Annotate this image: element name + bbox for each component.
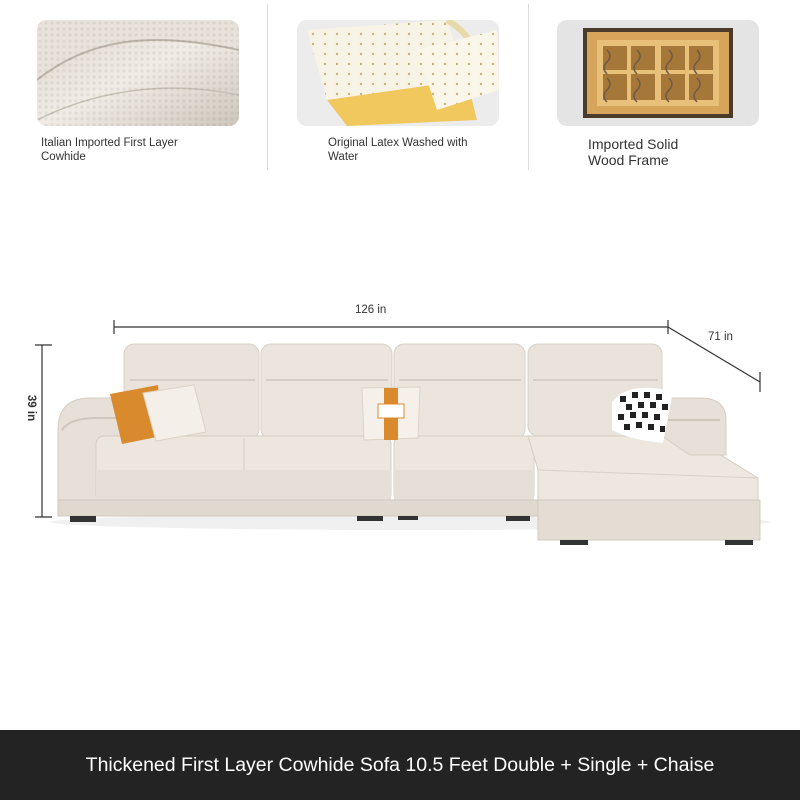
feature-caption: Imported Solid Wood Frame <box>588 136 679 168</box>
width-dimension-line <box>114 320 668 334</box>
height-dimension-line <box>35 345 52 517</box>
width-label: 126 in <box>355 304 387 316</box>
depth-label: 71 in <box>708 331 733 343</box>
height-label: 39 in <box>25 394 38 422</box>
footer-title: Thickened First Layer Cowhide Sofa 10.5 Feet Double + Single + Chaise <box>85 753 715 776</box>
feature-caption: Italian Imported First Layer Cowhide <box>41 137 178 163</box>
sofa <box>50 344 770 545</box>
footer-banner <box>0 730 800 800</box>
feature-caption: Original Latex Washed with Water <box>328 137 468 163</box>
